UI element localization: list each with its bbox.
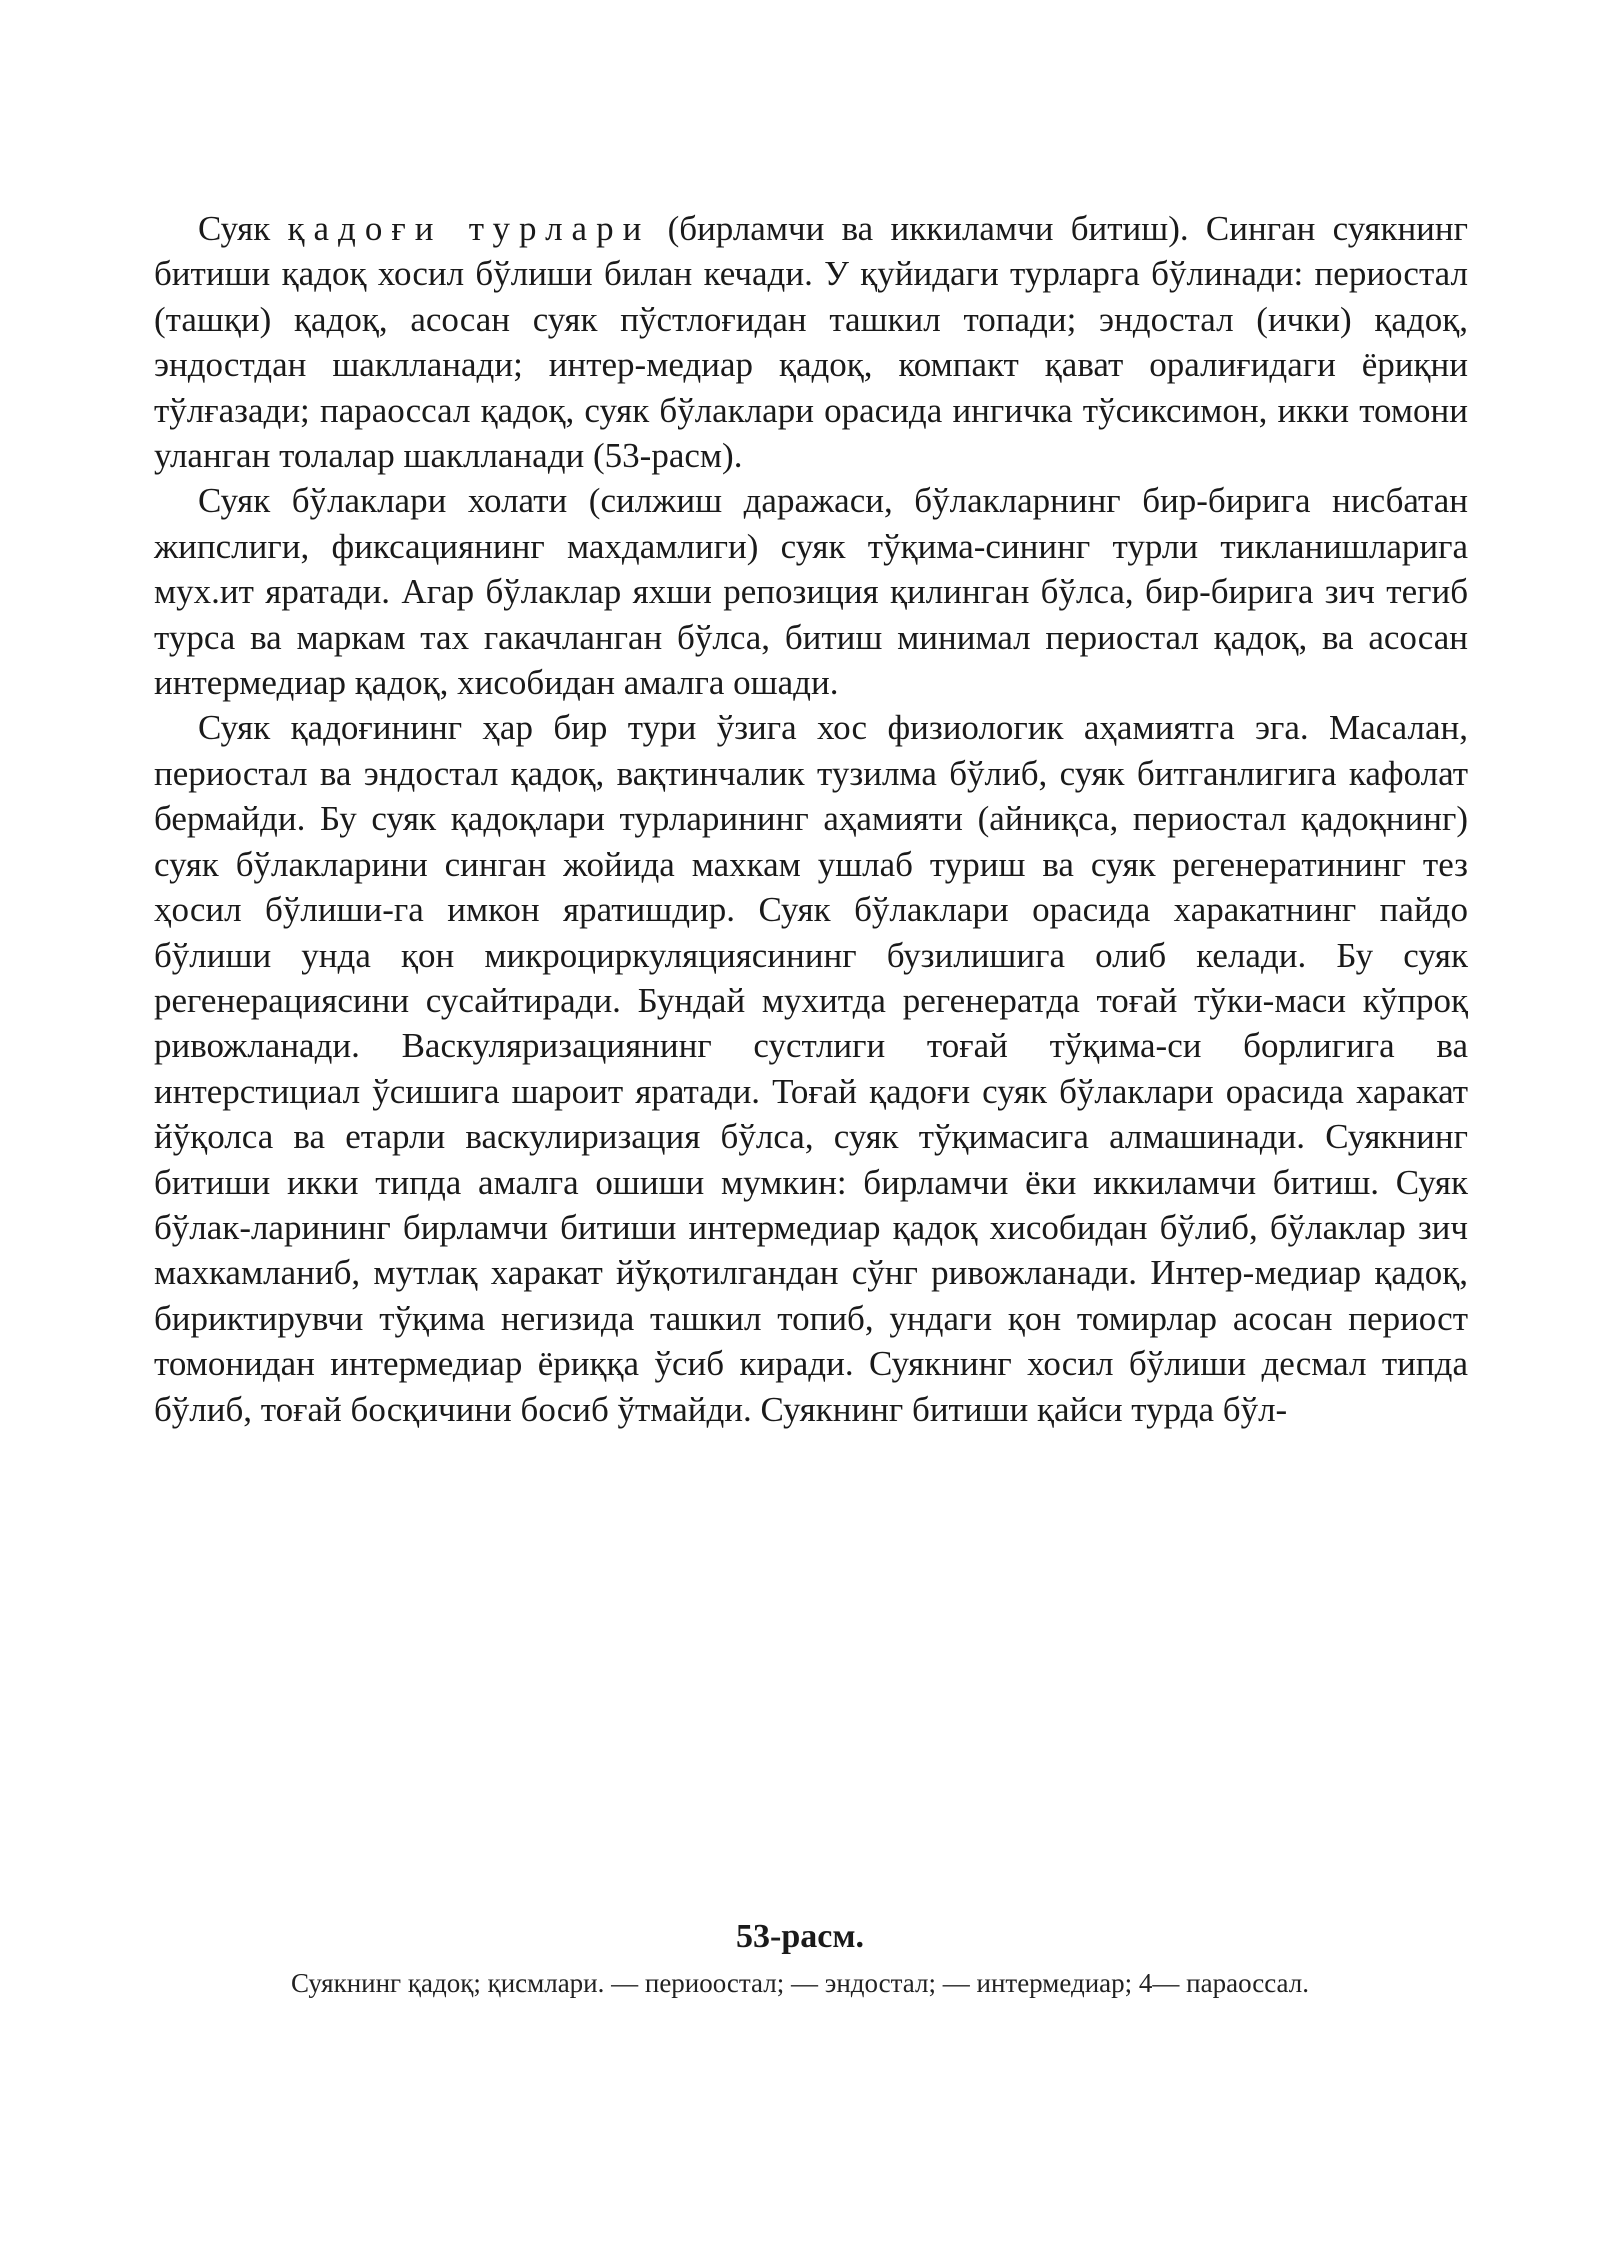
paragraph-1-rest: (бирламчи ва иккиламчи битиш). Синган суякнинг битиши қадоқ хосил бўлиши билан кечади. У қуйидаги турларга бўлинади: периостал (ташқи) қадоқ, асосан суяк пўстлоғидан ташкил топади; эндостал (ички) қадоқ, эндостдан шаклланади; интер-медиар қадоқ, компакт қават оралиғидаги ёриқни тўлғазади; параоссал қадоқ, суяк бўлаклари орасида ингичка тўсиксимон, икки томони уланган толалар шаклланади (53-расм). — [154, 209, 1468, 476]
paragraph-1-lead: Суяк — [198, 209, 288, 248]
paragraph-1 — [154, 206, 1468, 478]
figure-caption-block — [0, 1915, 1600, 2003]
figure-caption: Суякнинг қадоқ; қисмлари. — периоостал; — эндостал; — интермедиар; 4— параоссал. — [291, 1968, 1309, 1998]
figure-title: 53-расм. — [736, 1918, 864, 1955]
paragraph-3: Суяк қадоғининг ҳар бир тури ўзига хос физиологик аҳамиятга эга. Масалан, периостал ва эндостал қадоқ, вақтинчалик тузилма бўлиб, суяк битганлигига кафолат бермайди. Бу суяк қадоқлари турларининг аҳамияти (айниқса, периостал қадоқнинг) суяк бўлакларини синган жойида махкам ушлаб туриш ва суяк регенератининг тез ҳосил бўлиши-га имкон яратишдир. Суяк бўлаклари орасида харакатнинг пайдо бўлиши унда қон микроциркуляциясининг бузилишига олиб келади. Бу суяк регенерациясини сусайтиради. Бундай мухитда регенератда тоғай тўки-маси кўпроқ ривожланади. Васкуляризациянинг сустлиги тоғай тўқима-си борлигига ва интерстициал ўсишига шароит яратади. Тоғай қадоғи суяк бўлаклари орасида харакат йўқолса ва етарли васкулиризация бўлса, суяк тўқимасига алмашинади. Суякнинг битиши икки типда амалга ошиши мумкин: бирламчи ёки иккиламчи битиш. Суяк бўлак-ларининг бирламчи битиши интермедиар қадоқ хисобидан бўлиб, бўлаклар зич махкамланиб, мутлақ харакат йўқотилгандан сўнг ривожланади. Интер-медиар қадоқ, бириктирувчи тўқима негизида ташкил топиб, ундаги қон томирлар асосан периост томонидан интермедиар ёриққа ўсиб киради. Суякнинг хосил бўлиши десмал типда бўлиб, тоғай босқичини босиб ўтмайди. Суякнинг битиши қайси турда бўл- — [154, 708, 1468, 1429]
paragraph-1-spaced-term: қадоғи турлари — [287, 209, 651, 248]
paragraph-2: Суяк бўлаклари холати (силжиш даражаси, бўлакларнинг бир-бирига нисбатан жипслиги, фиксациянинг махдамлиги) суяк тўқима-сининг турли тикланишларига мух.ит яратади. Агар бўлаклар яхши репозиция қилинган бўлса, бир-бирига зич тегиб турса ва маркам тах гакачланган бўлса, битиш минимал периостал қадоқ, ва асосан интермедиар қадоқ, хисобидан амалга ошади. — [154, 481, 1468, 703]
body-text — [154, 206, 1468, 1432]
